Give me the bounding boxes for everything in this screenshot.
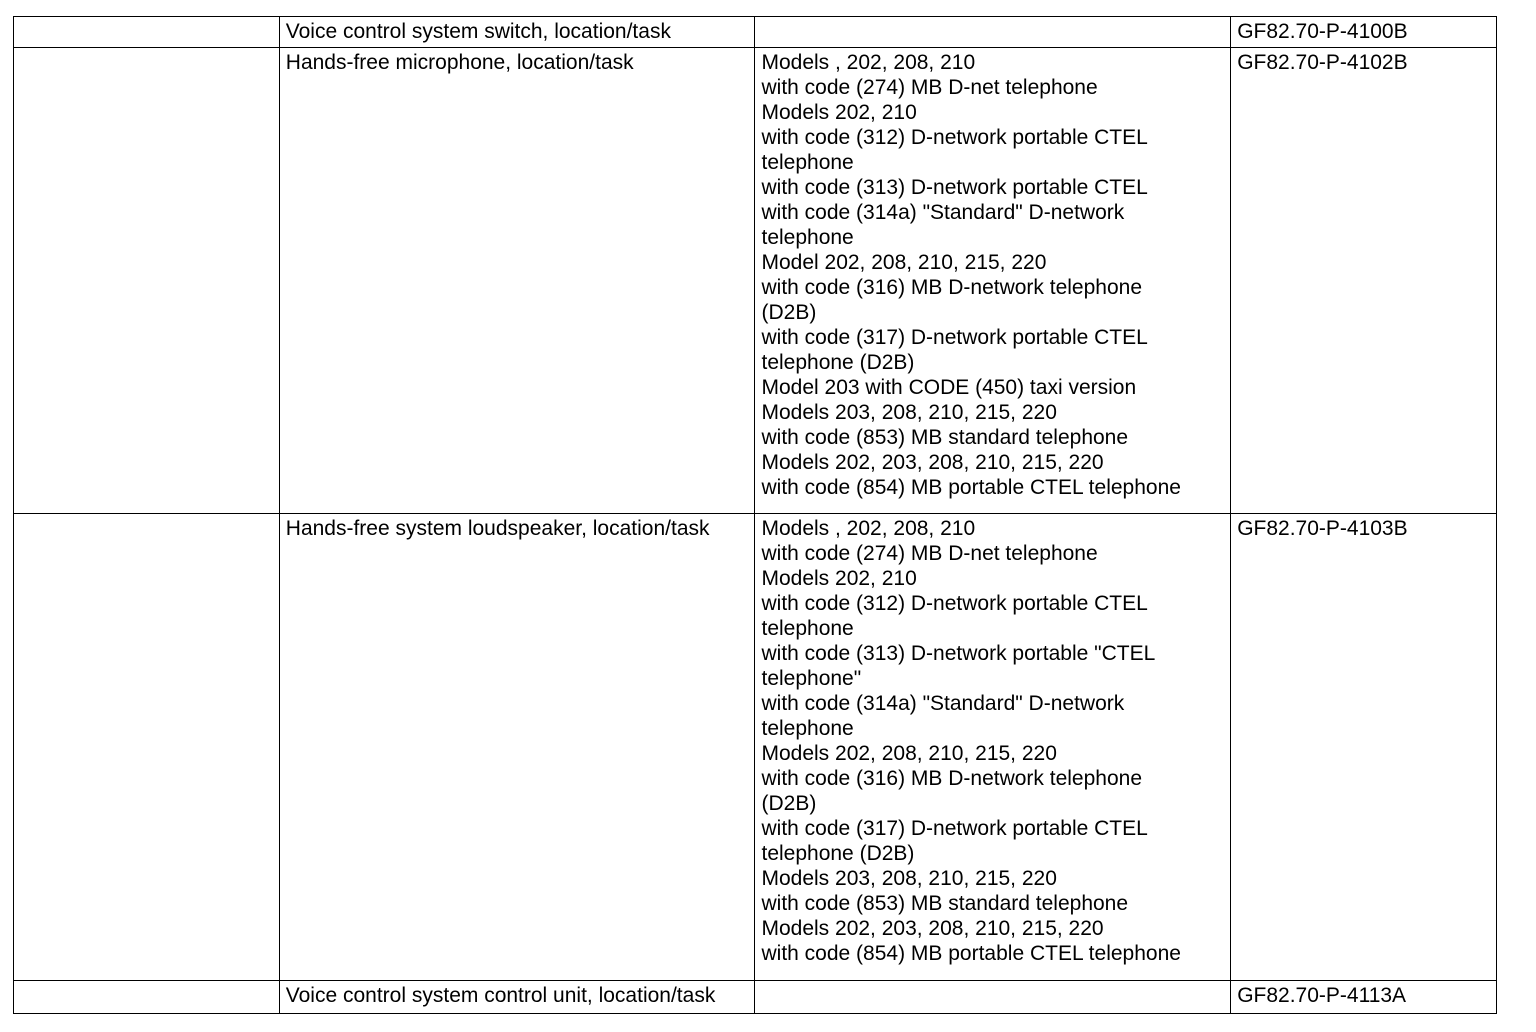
- applicability-line: with code (316) MB D-network telephone: [761, 276, 1143, 299]
- table-row: [14, 48, 1497, 514]
- applicability-line: telephone: [761, 151, 854, 174]
- applicability-line: with code (313) D-network portable "CTEL: [761, 642, 1156, 665]
- applicability-line: with code (274) MB D-net telephone: [761, 76, 1098, 99]
- applicability-line: with code (317) D-network portable CTEL: [761, 326, 1148, 349]
- applicability-line: Models 202, 203, 208, 210, 215, 220: [761, 917, 1104, 940]
- component-cell: Hands-free system loudspeaker, location/task: [279, 514, 755, 981]
- applicability-line: with code (854) MB portable CTEL telephone: [761, 476, 1181, 499]
- row-label-cell: [14, 17, 280, 48]
- applicability-line: with code (314a) "Standard" D-network: [761, 201, 1125, 224]
- component-cell: Voice control system switch, location/task: [279, 17, 755, 48]
- applicability-line: with code (853) MB standard telephone: [761, 892, 1129, 915]
- applicability-line: (D2B): [761, 792, 817, 815]
- applicability-line: with code (274) MB D-net telephone: [761, 542, 1098, 565]
- row-label-cell: [14, 48, 280, 514]
- applicability-line: telephone (D2B): [761, 351, 915, 374]
- applicability-line: with code (312) D-network portable CTEL: [761, 592, 1148, 615]
- applicability-line: with code (853) MB standard telephone: [761, 426, 1129, 449]
- applicability-line: Models 202, 210: [761, 567, 917, 590]
- applicability-line: telephone: [761, 717, 854, 740]
- row-label-cell: [14, 514, 280, 981]
- document-table: [13, 16, 1497, 1014]
- doc-ref-cell: GF82.70-P-4103B: [1231, 514, 1497, 981]
- applicability-line: Models , 202, 208, 210: [761, 51, 976, 74]
- applicability-line: telephone (D2B): [761, 842, 915, 865]
- applicability-line: Models 202, 208, 210, 215, 220: [761, 742, 1057, 765]
- applicability-line: Models 202, 210: [761, 101, 917, 124]
- applicability-cell: [755, 17, 1231, 48]
- doc-ref-cell: GF82.70-P-4102B: [1231, 48, 1497, 514]
- applicability-line: Models 203, 208, 210, 215, 220: [761, 401, 1057, 424]
- applicability-line: Models 202, 203, 208, 210, 215, 220: [761, 451, 1104, 474]
- applicability-line: telephone: [761, 226, 854, 249]
- applicability-cell: [755, 514, 1231, 981]
- applicability-cell: [755, 48, 1231, 514]
- component-cell: Hands-free microphone, location/task: [279, 48, 755, 514]
- component-cell: Voice control system control unit, location/task: [279, 981, 755, 1014]
- applicability-line: telephone": [761, 667, 862, 690]
- applicability-line: with code (316) MB D-network telephone: [761, 767, 1143, 790]
- table-row: [14, 17, 1497, 48]
- applicability-line: Model 203 with CODE (450) taxi version: [761, 376, 1137, 399]
- row-label-cell: [14, 981, 280, 1014]
- applicability-line: telephone: [761, 617, 854, 640]
- applicability-cell: [755, 981, 1231, 1014]
- table-row: [14, 981, 1497, 1014]
- applicability-line: Models , 202, 208, 210: [761, 517, 976, 540]
- doc-ref-cell: GF82.70-P-4113A: [1231, 981, 1497, 1014]
- applicability-line: with code (313) D-network portable CTEL: [761, 176, 1148, 199]
- applicability-line: Model 202, 208, 210, 215, 220: [761, 251, 1047, 274]
- applicability-line: with code (312) D-network portable CTEL: [761, 126, 1148, 149]
- applicability-line: with code (317) D-network portable CTEL: [761, 817, 1148, 840]
- applicability-line: with code (314a) "Standard" D-network: [761, 692, 1125, 715]
- applicability-line: Models 203, 208, 210, 215, 220: [761, 867, 1057, 890]
- applicability-line: (D2B): [761, 301, 817, 324]
- table-row: [14, 514, 1497, 981]
- doc-ref-cell: GF82.70-P-4100B: [1231, 17, 1497, 48]
- applicability-line: with code (854) MB portable CTEL telephone: [761, 942, 1181, 965]
